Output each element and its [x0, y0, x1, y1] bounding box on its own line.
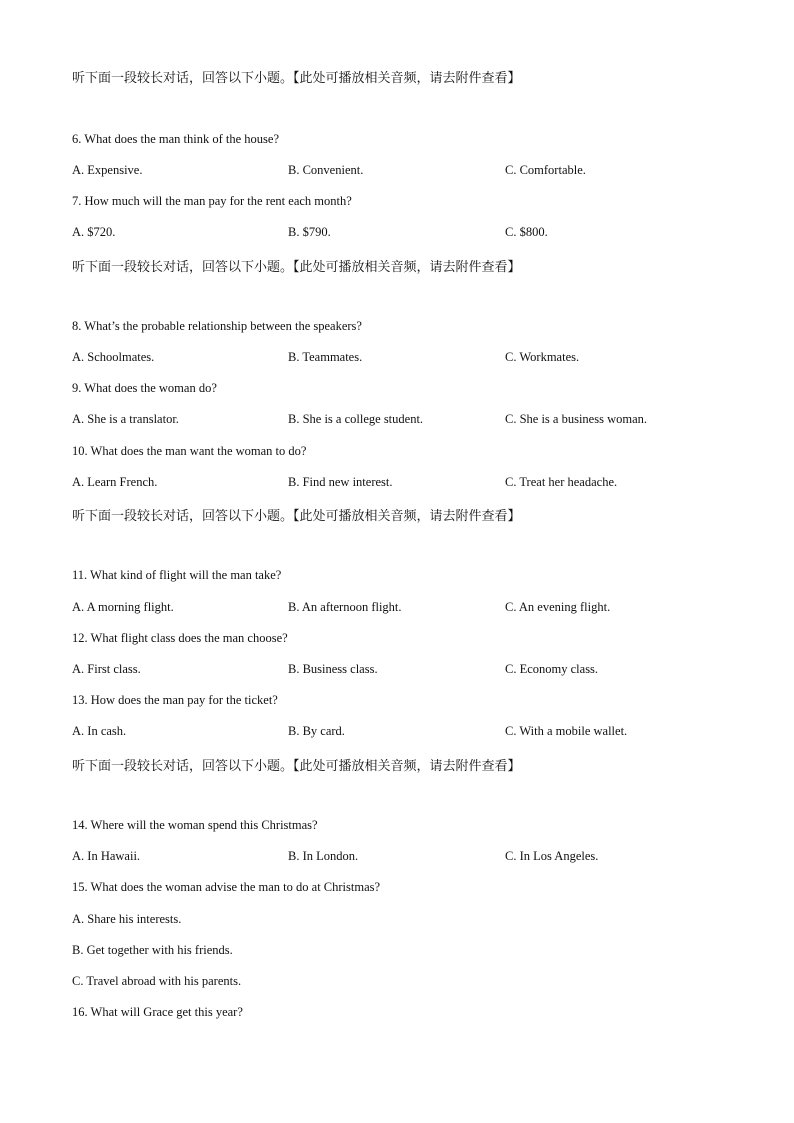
option-b: B. Business class. [288, 662, 378, 676]
options-q8 [72, 350, 752, 366]
question-14: 14. Where will the woman spend this Christmas? [72, 818, 318, 832]
option-c: C. An evening flight. [505, 600, 611, 614]
question-15: 15. What does the woman advise the man to do at Christmas? [72, 880, 381, 894]
option-c: C. In Los Angeles. [505, 849, 599, 863]
options-q7 [72, 225, 752, 241]
option-c: C. Workmates. [505, 350, 580, 364]
options-q13 [72, 724, 752, 740]
question-10: 10. What does the man want the woman to do? [72, 444, 307, 458]
option-b: B. By card. [288, 724, 345, 738]
option-b: B. Get together with his friends. [72, 943, 233, 957]
options-q6 [72, 163, 752, 179]
question-9: 9. What does the woman do? [72, 381, 217, 395]
question-13: 13. How does the man pay for the ticket? [72, 693, 278, 707]
option-c: C. She is a business woman. [505, 412, 648, 426]
option-a: A. In Hawaii. [72, 849, 141, 863]
option-a: A. Schoolmates. [72, 350, 155, 364]
section-instruction: 听下面一段较长对话，回答以下小题。【此处可播放相关音频，请去附件查看】 [72, 71, 521, 86]
question-16: 16. What will Grace get this year? [72, 1005, 243, 1019]
option-b: B. An afternoon flight. [288, 600, 402, 614]
question-8: 8. What’s the probable relationship between the speakers? [72, 319, 362, 333]
option-a: A. Expensive. [72, 163, 143, 177]
option-a: A. She is a translator. [72, 412, 179, 426]
question-7: 7. How much will the man pay for the rent each month? [72, 194, 352, 208]
section-instruction: 听下面一段较长对话，回答以下小题。【此处可播放相关音频，请去附件查看】 [72, 759, 521, 774]
option-a: A. $720. [72, 225, 116, 239]
option-b: B. $790. [288, 225, 331, 239]
question-6: 6. What does the man think of the house? [72, 132, 280, 146]
options-q9 [72, 412, 752, 428]
option-a: A. First class. [72, 662, 141, 676]
option-c: C. Treat her headache. [505, 475, 618, 489]
option-b: B. Find new interest. [288, 475, 393, 489]
option-c: C. Economy class. [505, 662, 599, 676]
options-q14 [72, 849, 752, 865]
option-b: B. She is a college student. [288, 412, 424, 426]
options-q10 [72, 475, 752, 491]
section-instruction: 听下面一段较长对话，回答以下小题。【此处可播放相关音频，请去附件查看】 [72, 509, 521, 524]
option-a: A. A morning flight. [72, 600, 174, 614]
options-q11 [72, 600, 752, 616]
option-b: B. Teammates. [288, 350, 363, 364]
option-c: C. Comfortable. [505, 163, 586, 177]
option-c: C. $800. [505, 225, 548, 239]
option-c: C. Travel abroad with his parents. [72, 974, 242, 988]
question-11: 11. What kind of flight will the man take? [72, 568, 282, 582]
option-b: B. In London. [288, 849, 359, 863]
option-c: C. With a mobile wallet. [505, 724, 628, 738]
option-a: A. In cash. [72, 724, 127, 738]
option-a: A. Share his interests. [72, 912, 182, 926]
option-a: A. Learn French. [72, 475, 158, 489]
section-instruction: 听下面一段较长对话，回答以下小题。【此处可播放相关音频，请去附件查看】 [72, 260, 521, 275]
option-b: B. Convenient. [288, 163, 364, 177]
question-12: 12. What flight class does the man choose? [72, 631, 288, 645]
options-q12 [72, 662, 752, 678]
